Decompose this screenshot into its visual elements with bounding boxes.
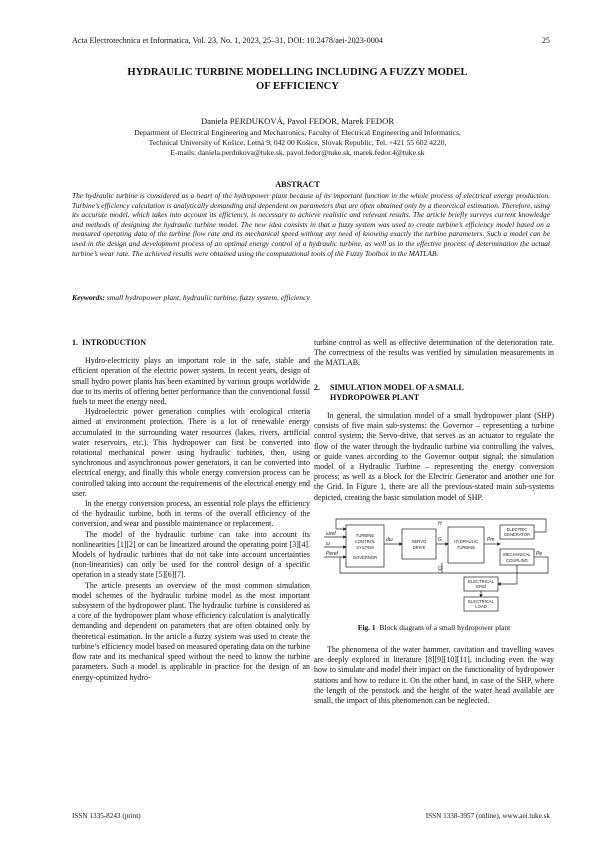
affiliation-line-1: Department of Electrical Engineering and Mechatronics, Faculty of Electrical Engineering and Informatics, bbox=[134, 128, 461, 137]
signal-g: G bbox=[438, 536, 442, 543]
signal-h: H bbox=[438, 520, 442, 527]
signal-omega-ref: ωref bbox=[326, 530, 336, 537]
affiliation-line-3: E-mails: daniela.perdukova@tuke.sk, pavol.fedor@tuke.sk, marek.fedor.4@tuke.sk bbox=[170, 148, 425, 158]
right-column bbox=[314, 338, 554, 706]
keywords-list: small hydropower plant, hydraulic turbine, fuzzy system, efficiency bbox=[106, 293, 310, 302]
section-2-number: 2. bbox=[314, 382, 320, 392]
left-column bbox=[72, 338, 310, 683]
paragraph: Hydro-electricity plays an important role in the safe, stable and efficient operation of the electric power system. In recent years, design of small hydro power plants has been examined by various groups worldwide due to its merits of offering better performance than the conventional fossil fuels to meet the energy need. bbox=[72, 356, 310, 407]
governor-label-2: CONTROL bbox=[354, 538, 376, 544]
section-1-title: INTRODUCTION bbox=[82, 338, 147, 347]
generator-label-2: GENERATOR bbox=[503, 531, 531, 537]
running-header: Acta Electrotechnica et Informatica, Vol. 23, No. 1, 2023, 25–31, DOI: 10.2478/aei-2023-0004 bbox=[72, 36, 383, 45]
paragraph: The phenomena of the water hammer, cavitation and travelling waves are deeply explored in literature [8][9][10][11], including even the way how to simulate and model their impact on the functionality of hydropower stations and how to reduce it. On the other hand, in case of the SHP, where the length of the penstock and the height of the water head available are small, the impact of this phenomenon can be neglected. bbox=[314, 645, 554, 706]
abstract-heading: ABSTRACT bbox=[275, 180, 320, 189]
signal-dw: dω bbox=[386, 536, 393, 543]
figure-1-caption bbox=[314, 623, 554, 633]
section-1-heading bbox=[72, 338, 310, 348]
figure-1 bbox=[314, 515, 554, 617]
paper-title bbox=[60, 66, 535, 94]
servo-label-1: SERVO bbox=[411, 538, 427, 544]
coupling-label-1: MECHANICAL bbox=[503, 551, 531, 557]
servo-label-2: DRIVE bbox=[412, 544, 426, 550]
affiliation bbox=[40, 128, 555, 159]
footer-issn-print: ISSN 1335-8243 (print) bbox=[72, 812, 141, 820]
paragraph: The article presents an overview of the most common simulation model schemes of the hydraulic turbine model as the most important subsystem of the hydropower plant. The hydraulic turbine is considered as a core of the hydropower plant whose efficiency calculation is analytically demanding and dependent on parameters that are often obtained only by theoretical estimation. In the article a fuzzy system was used to create the turbine’s efficiency model based on measured operating data on the turbine flow rate and its mechanical speed without the need to know the turbine parameters. Such a model is applicable in practice for the design of an energy-optimized hydro- bbox=[72, 580, 310, 682]
governor-label-3: SYSTEM bbox=[356, 544, 374, 550]
keywords bbox=[72, 293, 550, 302]
generator-label-1: ELECTRIC bbox=[506, 526, 528, 532]
load-label-1: ELECTRICAL bbox=[468, 598, 494, 604]
coupling-label-2: COUPLING bbox=[506, 557, 528, 563]
section-1-number: 1. bbox=[72, 338, 78, 347]
affiliation-line-2: Technical University of Košice, Letná 9, 042 00 Košice, Slovak Republic, Tel. +421 55 602 4220, bbox=[148, 138, 447, 148]
grid-label-2: GRID bbox=[475, 583, 487, 589]
signal-q: Q bbox=[438, 565, 442, 572]
figure-1-label: Fig. 1 bbox=[357, 622, 376, 632]
page-number: 25 bbox=[541, 36, 550, 45]
turbine-label-2: TURBINE bbox=[456, 544, 476, 550]
signal-pm: Pm bbox=[487, 536, 495, 543]
servo-block bbox=[402, 529, 436, 559]
paragraph: Hydroelectric power generation complies with ecological criteria aimed at environment protection. There is a lot of renewable energy accumulated in the surrounding water resources (lakes, rivers, artificial water reservoirs, etc.). This hydropower can first be converted into rotational mechanical power using hydraulic turbines, then, using synchronous and asynchronous power generators, it can be converted into electrical energy, and finally this whole energy conversion process can be controlled taking into account the requirements of the electrical energy end user. bbox=[72, 407, 310, 498]
paragraph: turbine control as well as effective determination of the deterioration rate. The correctness of the results was verified by simulation measurements in the MATLAB. bbox=[314, 338, 554, 368]
section-2-title-line-2: HYDROPOWER PLANT bbox=[330, 392, 420, 402]
signal-pe: Pe bbox=[536, 550, 543, 557]
paragraph: In the energy conversion process, an essential role plays the efficiency of the hydraulic turbine, both in terms of the overall efficiency of the conversion, and wear and possible maintenance or replacement. bbox=[72, 499, 310, 529]
title-line-1: HYDRAULIC TURBINE MODELLING INCLUDING A FUZZY MODEL bbox=[127, 67, 468, 78]
governor-label-1: TURBINE bbox=[355, 532, 375, 538]
footer-issn-online: ISSN 1338-3957 (online), www.aei.tuke.sk bbox=[425, 812, 550, 820]
paragraph: In general, the simulation model of a small hydropower plant (SHP) consists of five main sub-systems: the Governor – representing a turbine control system; the Servo-drive, that serves as an actuator to regulate the flow of the water through the hydraulic turbine via controlling the valves, or guide vanes according to the Governor output signal; the simulation model of a Hydraulic Turbine – representing the energy conversion process; as well as a block for the Electric Generator and another one for the Grid. In Figure 1, there are all the previous-stated main sub-systems depicted, creating the basic simulation model of SHP. bbox=[314, 411, 554, 502]
authors: Daniela PERDUKOVÁ, Pavol FEDOR, Marek FEDOR bbox=[200, 116, 395, 126]
section-2-title-line-1: SIMULATION MODEL OF A SMALL bbox=[330, 382, 464, 392]
keywords-label: Keywords: bbox=[72, 293, 105, 302]
grid-label-1: ELECTRICAL bbox=[468, 578, 494, 584]
abstract-text: The hydraulic turbine is considered as a heart of the hydropower plant because of its important function in the whole process of electrical energy production. Turbine’s efficiency calculation is analytically demanding and dependent on parameters that are often obtained only by a theoretical estimation. Therefore, using its accurate model, which takes into account its efficiency, is necessary to achieve realistic and relevant results. The article briefly surveys current knowledge and methods of designing the hydraulic turbine model. The new idea consists in that a fuzzy system was used to create turbine’s efficiency model based on a measured operating data of the turbine flow rate and its mechanical speed without any need of knowing exactly the turbine parameters. Such a model can be used in the design and development process of an optimal energy control of a hydraulic turbine, as well as in the effective process of determination the actual turbine’s wear rate. The achieved results were obtained using the computational tools of the Fuzzy Toolbox in the MATLAB. bbox=[72, 191, 550, 258]
section-2-heading bbox=[314, 383, 554, 403]
paragraph: The model of the hydraulic turbine can take into account its nonlinearities [1][2] or can be linearized around the operating point [3][4]. Models of hydraulic turbines that do not take into account uncertainties (non-linearities) can only be used for the control design of a specific operation in a steady state [5][6][7]. bbox=[72, 529, 310, 580]
figure-1-caption-text: Block diagram of a small hydropower plant bbox=[379, 622, 511, 632]
governor-label-4: GOVERNOR bbox=[352, 554, 378, 560]
block-diagram bbox=[314, 515, 554, 617]
turbine-label-1: HYDRAULIC bbox=[453, 538, 479, 544]
load-label-2: LOAD bbox=[475, 603, 487, 609]
title-line-2: OF EFFICIENCY bbox=[256, 81, 339, 92]
signal-pe-ref: Peref bbox=[326, 550, 338, 557]
signal-omega: ω bbox=[326, 540, 330, 547]
